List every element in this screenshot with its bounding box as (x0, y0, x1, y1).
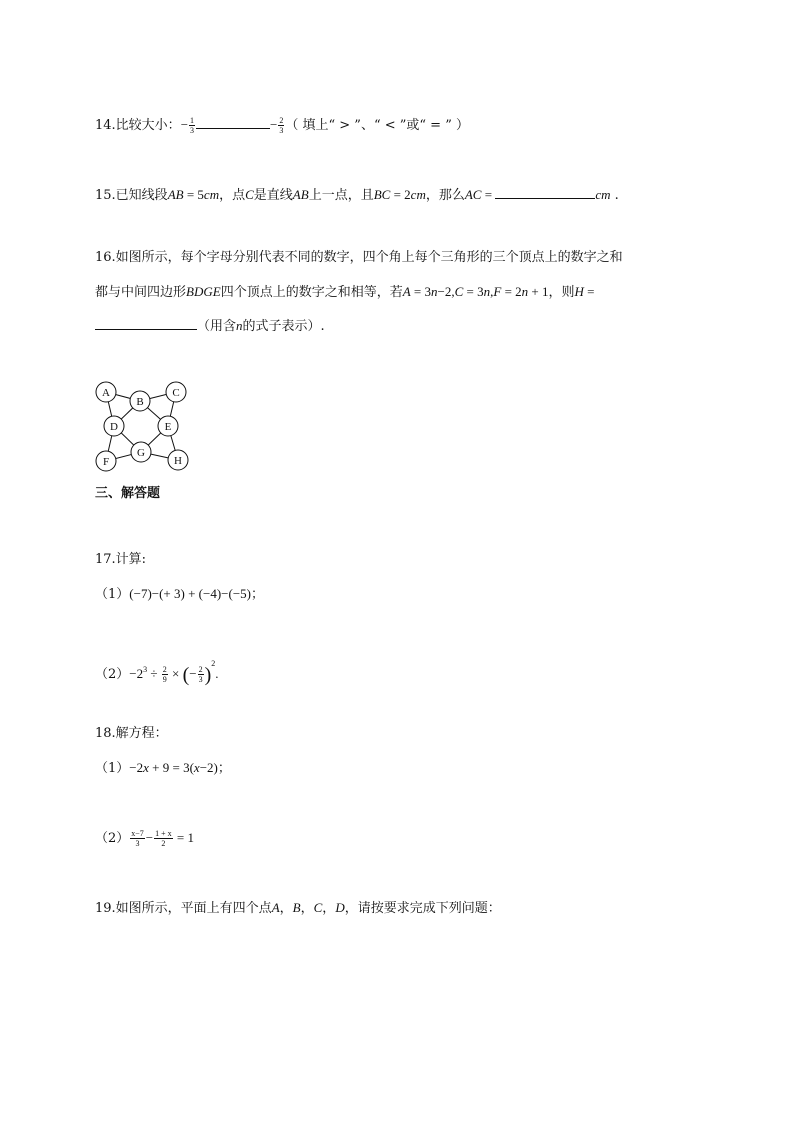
q16-h: H (574, 284, 584, 299)
question-17-part-2 (95, 654, 219, 685)
q16-n1: n (431, 284, 438, 299)
q14-left-sign: − (180, 117, 189, 132)
q19-text-1: 19.如图所示，平面上有四个点 (95, 901, 272, 916)
q15-text-2: ，点 (219, 188, 246, 203)
q15-eq1: = 5 (183, 187, 204, 202)
q16-f: F (493, 284, 502, 299)
q15-text-4: 上一点，且 (308, 188, 374, 203)
q16-bdge: BDGE (186, 284, 221, 299)
q15-eq3: = (481, 187, 496, 202)
q15-eq2: = 2 (390, 187, 411, 202)
node-h-label: H (174, 455, 182, 467)
q17-p2-lparen: ( (182, 664, 190, 686)
question-19 (95, 898, 501, 919)
node-g-label: G (137, 447, 145, 459)
q19-a: A (271, 900, 280, 915)
q16-n2: n (483, 284, 491, 299)
q18-p2-fraction-1: $\frac{x-7}{3}$ (131, 829, 144, 848)
q14-answer-blank[interactable] (196, 114, 270, 129)
q16-text-a: 都与中间四边形 (95, 285, 187, 300)
q17-p2-sign: − (189, 666, 197, 681)
q14-hint: （ 填上“ > ”、“ < ”或“ = ” ） (285, 118, 469, 133)
q15-text-1: 15.已知线段 (95, 188, 168, 203)
q16-n3: n (521, 284, 529, 299)
q18-p1-x2: x (193, 760, 200, 775)
q16-f-tail: + 1 (528, 284, 549, 299)
q16-c: C (454, 284, 464, 299)
question-18-part-2 (95, 828, 194, 849)
q17-p2-square: 2 (211, 659, 216, 668)
q18-p2-label: （2） (95, 831, 130, 846)
question-15 (95, 184, 619, 206)
q18-p2-minus: − (145, 830, 154, 845)
question-17-title: 17.计算: (95, 552, 147, 567)
q15-answer-blank[interactable] (495, 184, 595, 199)
q15-bc: BC (373, 187, 391, 202)
q17-p2-end: . (215, 666, 219, 681)
q17-p2-base: −2 (129, 666, 144, 681)
q18-p2-fraction-2: $\frac{1 + x}{2}$ (155, 829, 172, 848)
q15-ab2: AB (292, 187, 309, 202)
q15-end: . (610, 188, 619, 203)
q17-p1-expr: (−7)−(+ 3) + (−4)−(−5)； (129, 586, 264, 601)
q16-c-val: = 3 (463, 284, 484, 299)
q14-right-fraction: $\frac{2}{3}$ (279, 116, 284, 135)
q17-p2-exponent: 3 (143, 665, 148, 674)
q15-unit: cm (595, 187, 611, 202)
question-18-part-1 (95, 758, 231, 779)
q17-p2-rparen: ) (204, 664, 212, 686)
q14-prefix: 14.比较大小： (95, 118, 181, 133)
q16-text-l3a: （用含 (197, 319, 237, 334)
q19-sep-3: ， (322, 901, 336, 916)
q16-n4: n (236, 318, 243, 333)
q15-text-5: ，那么 (425, 188, 465, 203)
q18-p1-a: −2 (129, 760, 144, 775)
q15-cm1: cm (203, 187, 220, 202)
question-18-title: 18.解方程： (95, 726, 168, 741)
q18-p1-c: −2)； (199, 760, 231, 775)
q19-sep-1: ， (279, 901, 293, 916)
q17-p2-fraction-2: $\frac{2}{3}$ (198, 665, 203, 684)
question-16-line-3 (95, 315, 325, 337)
q16-comma: , (490, 284, 494, 299)
q17-p1-label: （1） (95, 587, 130, 602)
q17-p2-div: ÷ (147, 666, 161, 681)
q19-d: D (335, 900, 345, 915)
q16-f-val: = 2 (501, 284, 522, 299)
node-a-label: A (102, 387, 110, 399)
q18-p1-b: + 9 = 3( (148, 760, 194, 775)
node-c-label: C (172, 387, 180, 399)
q18-p1-x: x (143, 760, 149, 775)
q16-a-tail: −2, (437, 284, 455, 299)
q15-ab: AB (167, 187, 184, 202)
q16-text-l3b: 的式子表示）. (242, 319, 325, 334)
question-14 (95, 114, 469, 136)
q16-a-val: = 3 (410, 284, 431, 299)
q18-p1-label: （1） (95, 761, 130, 776)
node-e-label: E (164, 421, 172, 433)
q19-sep-2: ， (300, 901, 314, 916)
q15-ac: AC (464, 187, 482, 202)
section-title: 三、解答题 (95, 486, 161, 501)
node-d-label: D (110, 421, 118, 433)
q16-eq: = (583, 284, 595, 299)
q15-text-3: 是直线 (253, 188, 293, 203)
q16-answer-blank[interactable] (95, 315, 197, 330)
q19-b: B (292, 900, 301, 915)
q19-c: C (313, 900, 323, 915)
q14-left-fraction: $\frac{1}{3}$ (190, 116, 195, 135)
q15-cm2: cm (410, 187, 426, 202)
q17-p2-fraction-1: $\frac{2}{9}$ (162, 665, 167, 684)
q16-text-c: ，则 (548, 285, 575, 300)
q16-text-b: 四个顶点上的数字之和相等，若 (220, 285, 403, 300)
question-16-line-1: 16.如图所示，每个字母分别代表不同的数字，四个角上每个三角形的三个顶点上的数字之和 (95, 250, 623, 265)
q19-text-2: ，请按要求完成下列问题： (344, 901, 501, 916)
q17-p2-label: （2） (95, 667, 130, 682)
q14-right-sign: − (270, 117, 278, 132)
question-17-part-1 (95, 584, 264, 605)
q18-p2-eq: = 1 (173, 830, 194, 845)
q17-p2-times: × (168, 666, 183, 681)
node-f-label: F (102, 456, 110, 468)
question-16-line-2 (95, 282, 595, 303)
q15-c: C (245, 187, 254, 202)
node-b-label: B (136, 396, 144, 408)
q16-figure (88, 376, 198, 476)
q16-a: A (402, 284, 411, 299)
